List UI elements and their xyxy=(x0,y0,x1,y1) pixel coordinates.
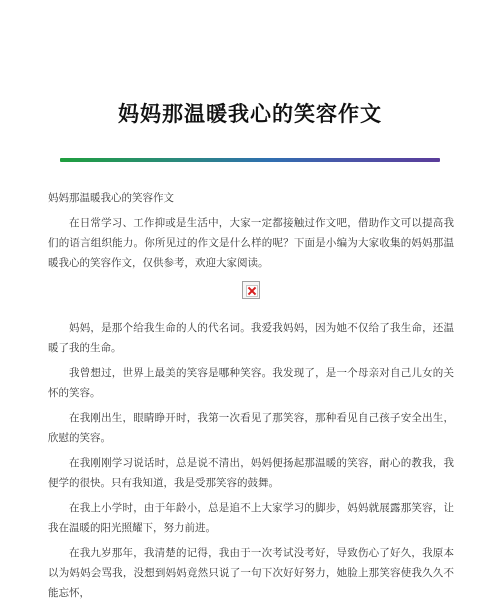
page-title: 妈妈那温暖我心的笑容作文 xyxy=(118,102,382,126)
paragraph: 在我九岁那年，我清楚的记得，我由于一次考试没考好，导致伤心了好久，我原本以为妈妈会骂我，没想到妈妈竟然只说了一句下次好好努力，她脸上那笑容使我久久不能忘怀， xyxy=(48,547,454,599)
paragraph: 在我上小学时，由于年龄小，总是追不上大家学习的脚步，妈妈就展露那笑容，让我在温暖的阳光照耀下，努力前进。 xyxy=(48,502,454,534)
paragraph: 妈妈，是那个给我生命的人的代名词。我爱我妈妈，因为她不仅给了我生命，还温暖了我的生命。 xyxy=(48,322,454,354)
article-subtitle: 妈妈那温暖我心的笑容作文 xyxy=(48,192,174,204)
paragraph-intro: 在日常学习、工作抑或是生活中，大家一定都接触过作文吧，借助作文可以提高我们的语言组织能力。你所见过的作文是什么样的呢？下面是小编为大家收集的妈妈那温暖我心的笑容作文，仅供参考，欢迎大家阅读。 xyxy=(48,217,454,269)
article-body xyxy=(48,188,454,608)
broken-image-icon xyxy=(242,281,260,299)
paragraph: 在我刚出生，眼睛睁开时，我第一次看见了那笑容，那种看见自己孩子安全出生，欣慰的笑容。 xyxy=(48,412,454,444)
paragraph: 在我刚刚学习说话时，总是说不清出，妈妈便扬起那温暖的笑容，耐心的教我，我便学的很快。只有我知道，我是受那笑容的鼓舞。 xyxy=(48,457,454,489)
title-divider xyxy=(60,158,440,162)
paragraph: 我曾想过，世界上最美的笑容是哪种笑容。我发现了，是一个母亲对自己儿女的关怀的笑容。 xyxy=(48,367,454,399)
image-placeholder xyxy=(48,281,454,305)
